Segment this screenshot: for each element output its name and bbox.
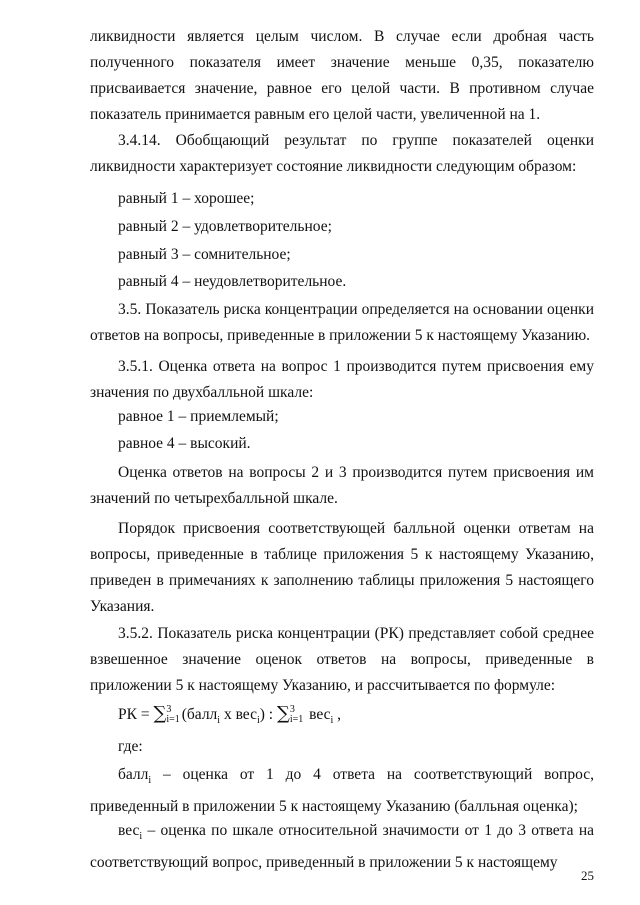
paragraph-liquidity-rounding: ликвидности является целым числом. В случае если дробная часть полученного показателя имеет значение меньше 0,35, показателю присваивается значение, равное его целой части. В противном случае показатель принимается равным его целой части, увеличенной на 1. — [90, 28, 594, 123]
paragraph-3-5-1: 3.5.1. Оценка ответа на вопрос 1 производится путем присвоения ему значения по двухбалльной шкале: — [90, 358, 594, 401]
list-item: равный 2 – удовлетворительное; — [118, 218, 332, 235]
definition-ball: балл$_i$ – оценка от 1 до 4 ответа на соответствующий вопрос, приведенный в приложении 5 к настоящему Указанию (балльная оценка); — [90, 766, 594, 816]
formula-divide: : — [268, 706, 274, 723]
page-number: 25 — [581, 868, 594, 883]
paragraph-3-4-14: 3.4.14. Обобщающий результат по группе показателей оценки ликвидности характеризует состояние ликвидности следующим образом: — [90, 132, 594, 175]
sum-icon: ∑ — [153, 703, 167, 724]
definition-weight: вес$_i$ – оценка по шкале относительной значимости от 1 до 3 ответа на соответствующий вопрос, приведенный в приложении 5 к настоящему — [90, 822, 594, 872]
list-item: равное 4 – высокий. — [118, 435, 251, 452]
paragraph-assignment-order: Порядок присвоения соответствующей балльной оценки ответам на вопросы, приведенные в таблице приложения 5 к настоящему Указанию, приведен в примечаниях к заполнению таблицы приложения 5 настоящего Указания. — [90, 520, 594, 615]
list-item: равный 4 – неудовлетворительное. — [118, 273, 347, 290]
list-item: равное 1 – приемлемый; — [118, 408, 279, 425]
sum-icon: ∑ — [276, 703, 290, 724]
formula-term1: (балл — [181, 706, 218, 723]
paragraph-questions-2-3: Оценка ответов на вопросы 2 и 3 производится путем присвоения им значений по четырехбалльной шкале. — [90, 464, 594, 507]
list-item: равный 3 – сомнительное; — [118, 246, 291, 263]
sum-limits: 3 i=1 — [166, 704, 180, 726]
formula-equals: = — [140, 706, 150, 723]
formula-lhs: РК — [118, 706, 137, 723]
where-label: где: — [118, 738, 143, 755]
risk-concentration-formula: РК = ∑ 3 i=1 (балл$_i$ х вес$_i$) : ∑ 3 i=1 вес$_i$ , — [118, 703, 342, 727]
paragraph-3-5-2: 3.5.2. Показатель риска концентрации (РК) представляет собой среднее взвешенное значение оценок ответов на вопросы, приведенные в приложении 5 к настоящему Указанию, и рассчитывается по формуле: — [90, 625, 594, 694]
list-item: равный 1 – хорошее; — [118, 190, 255, 207]
paragraph-3-5: 3.5. Показатель риска концентрации определяется на основании оценки ответов на вопросы, приведенные в приложении 5 к настоящему Указанию. — [90, 301, 594, 344]
sum-limits: 3 i=1 — [289, 704, 304, 726]
formula-term2: вес — [305, 706, 331, 723]
